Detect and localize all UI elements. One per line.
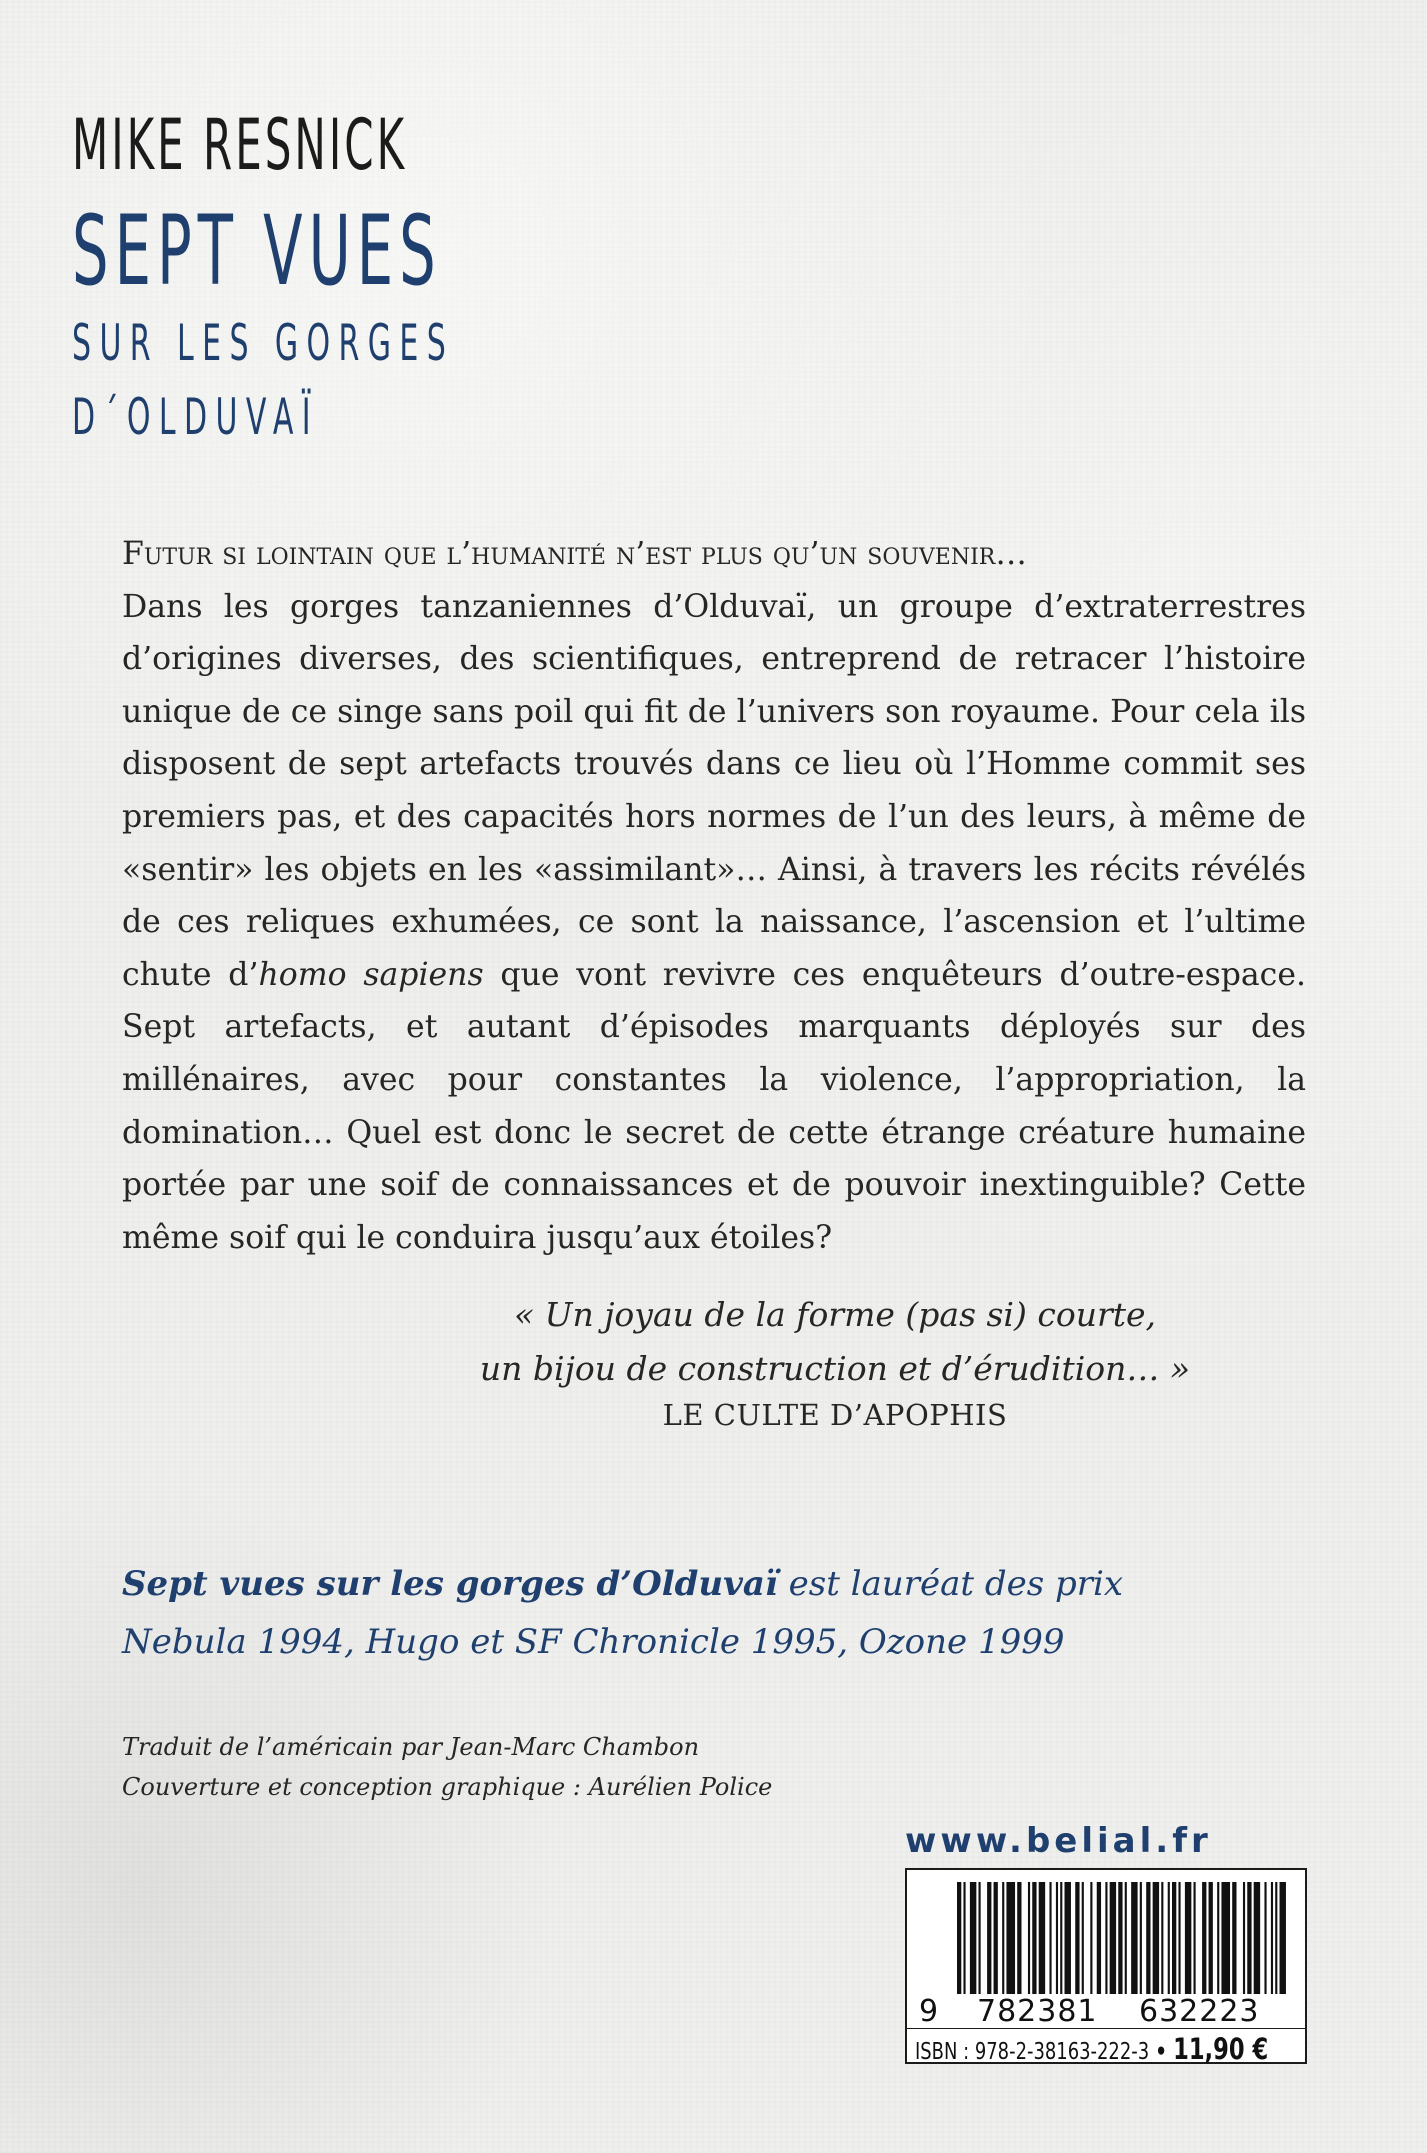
book-subtitle-line1: SUR LES GORGES [72,314,455,372]
price: 11,90 € [1173,2032,1269,2066]
barcode-box [905,1868,1307,2064]
barcode-bar [1049,1882,1051,1994]
barcode-bar [1271,1882,1273,1994]
barcode-bar [1172,1882,1176,1994]
barcode-bar [1247,1882,1251,1994]
barcode-bar [1090,1882,1092,1994]
barcode-bar [1146,1882,1150,1994]
barcode-bar [1060,1882,1062,1994]
barcode-bar [1065,1882,1071,1994]
barcode-bar [1017,1882,1021,1994]
barcode-bar [1032,1882,1036,1994]
barcode-bar [994,1882,998,1994]
barcode-group2: 632223 [1139,1994,1260,2029]
award-text2: Nebula 1994, Hugo et SF Chronicle 1995, Ozone 1999 [122,1622,1065,1662]
synopsis [122,528,1306,1264]
barcode-bar [1097,1882,1101,1994]
barcode-bar [1140,1882,1142,1994]
barcode-bar [1202,1882,1206,1994]
barcode-bar [979,1882,981,1994]
quote-line1: « Un joyau de la forme (pas si) courte, [513,1295,1157,1334]
barcode-bar [1118,1882,1122,1994]
barcode-bar [1131,1882,1137,1994]
barcode-bar [1075,1882,1079,1994]
barcode-bar [1185,1882,1191,1994]
synopsis-italic: homo sapiens [258,956,484,993]
credits [122,1727,772,1807]
barcode [907,1870,1305,2000]
book-subtitle-line2: D´OLDUVAÏ [72,388,320,446]
barcode-bar [1153,1882,1159,1994]
barcode-bar [1105,1882,1107,1994]
barcode-bar [1110,1882,1116,1994]
award-text1: est lauréat des prix [777,1564,1124,1604]
separator-dot: • [1155,2039,1167,2065]
barcode-bar [1280,1882,1286,1994]
barcode-bar [957,1882,961,1994]
barcode-bar [963,1882,965,1994]
quote-source: LE CULTE D’APOPHIS [662,1398,1008,1432]
barcode-bar [970,1882,976,1994]
barcode-group1: 782381 [977,1994,1098,2029]
isbn-price-line [907,2028,1305,2064]
barcode-bar [1221,1882,1230,1994]
barcode-bar [1264,1882,1266,1994]
barcode-first-digit: 9 [919,1994,939,2029]
barcode-bar [1168,1882,1170,1994]
synopsis-text-b: que vont revivre ces enquêteurs d’outre-espace. Sept artefacts, et autant d’épisodes marquants déployés sur des millénaires, avec pour constantes la violence, l’appropriation, la domination… Quel est donc le secret de cette étrange créature humaine portée par une soif de connaissances et de pouvoir inextinguible? Cette même soif qui le conduira jusqu’aux étoiles? [122,956,1306,1256]
barcode-bar [1006,1882,1015,1994]
barcode-bar [1232,1882,1236,1994]
barcode-bar [1217,1882,1219,1994]
press-quote [360,1288,1310,1432]
barcode-bar [1194,1882,1196,1994]
quote-line2: un bijou de construction et d’érudition… » [479,1349,1191,1388]
synopsis-text-a: Dans les gorges tanzaniennes d’Olduvaï, un groupe d’extraterrestres d’origines diverses, des scientifiques, entreprend de retracer l’histoire unique de ce singe sans poil qui fit de l’univers son royaume. Pour cela ils disposent de sept artefacts trouvés dans ce lieu où l’Homme commit ses premiers pas, et des capacités hors normes de l’un des leurs, à même de «sentir» les objets en les «assimilant»… Ainsi, à travers les récits révélés de ces reliques exhumées, ce sont la naissance, l’ascension et l’ultime chute d’ [122,588,1306,993]
translator-credit: Traduit de l’américain par Jean-Marc Chambon [122,1733,700,1761]
barcode-bar [1243,1882,1245,1994]
barcode-bar [1082,1882,1084,1994]
barcode-bar [1178,1882,1180,1994]
barcode-bar [1275,1882,1277,1994]
award-book-title: Sept vues sur les gorges d’Olduvaï [122,1564,778,1604]
barcode-bar [1002,1882,1004,1994]
synopsis-lead: Futur si lointain que l’humanité n’est plus qu’un souvenir… [122,536,1027,572]
barcode-bar [1209,1882,1213,1994]
barcode-bar [1254,1882,1260,1994]
barcode-bar [1161,1882,1163,1994]
barcode-bar [987,1882,991,1994]
publisher-website[interactable]: www.belial.fr [905,1821,1212,1861]
barcode-bar [1028,1882,1030,1994]
cover-credit: Couverture et conception graphique : Aurélien Police [122,1773,773,1801]
award-note [122,1555,1322,1671]
barcode-bar [1125,1882,1127,1994]
author-name: MIKE RESNICK [72,104,408,186]
barcode-bar [1056,1882,1058,1994]
synopsis-body [122,581,1306,1265]
isbn-number: ISBN : 978-2-38163-222-3 [915,2039,1150,2065]
book-title: SEPT VUES [72,195,442,307]
barcode-bar [1039,1882,1045,1994]
